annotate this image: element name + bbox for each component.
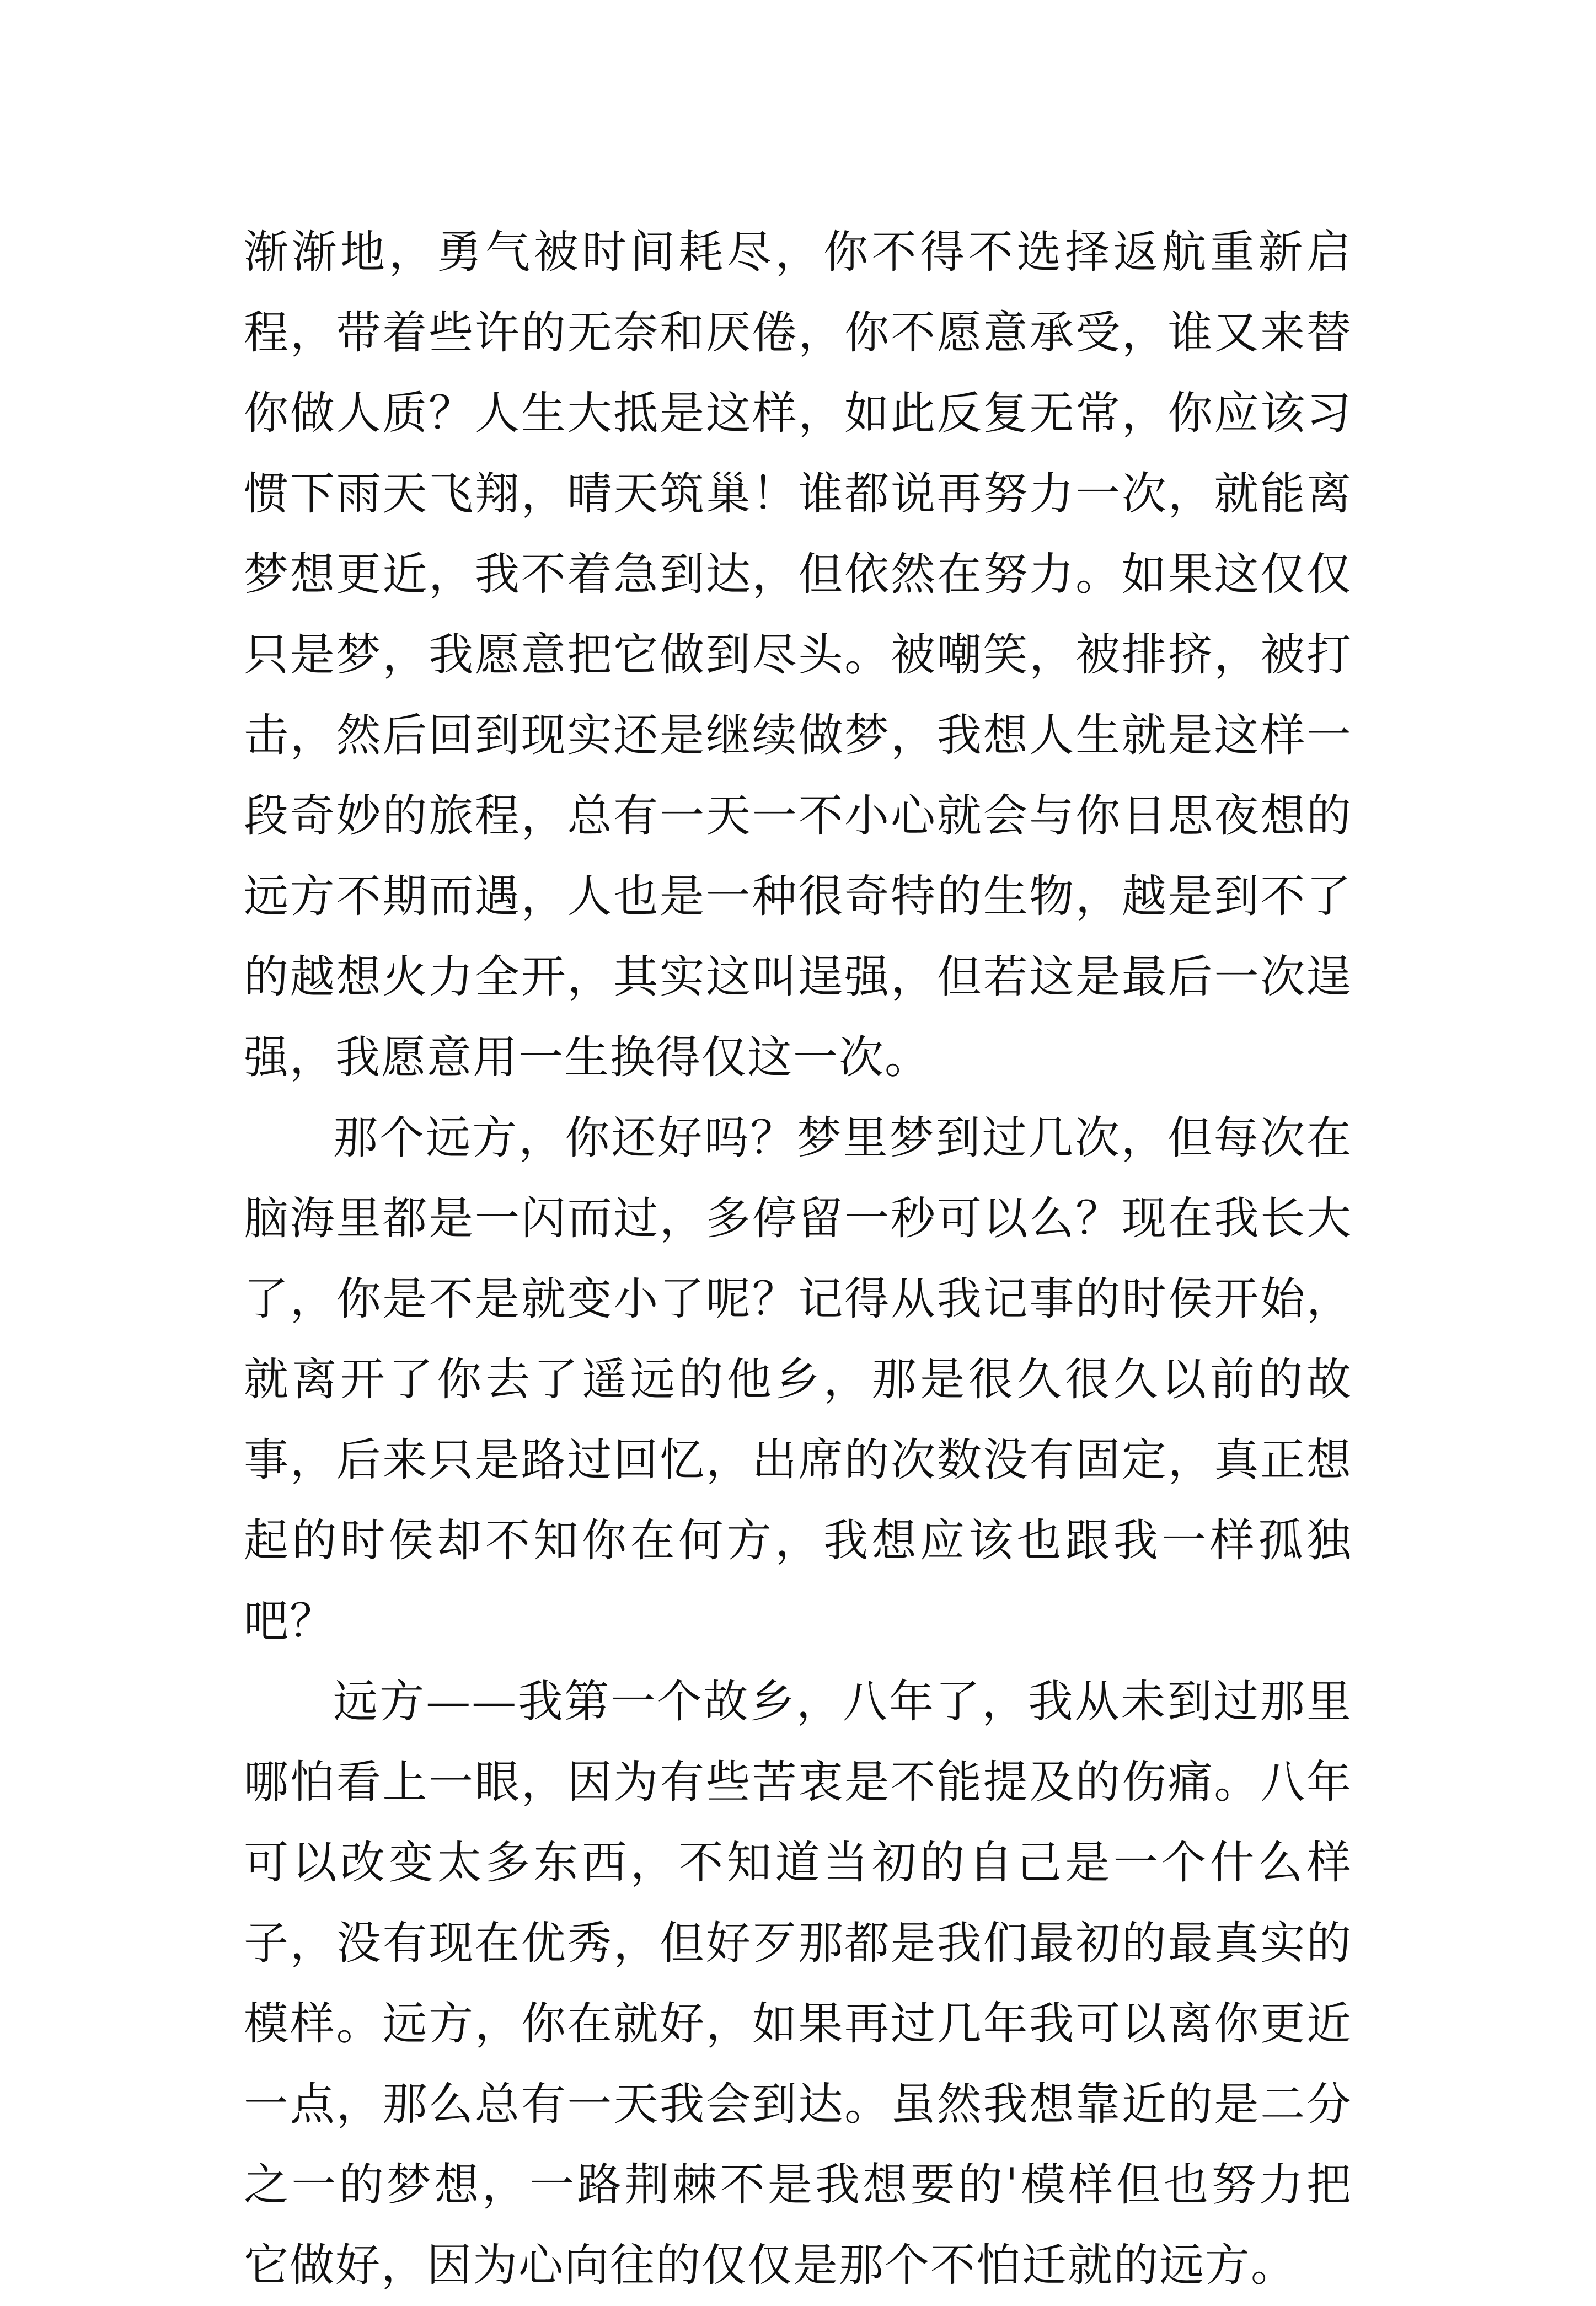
document-body [244, 212, 1352, 2306]
paragraph-2: 那个远方，你还好吗？梦里梦到过几次，但每次在脑海里都是一闪而过，多停留一秒可以么？现在我长大了，你是不是就变小了呢？记得从我记事的时侯开始，就离开了你去了遥远的他乡，那是很久很久以前的故事，后来只是路过回忆，出席的次数没有固定，真正想起的时侯却不知你在何方，我想应该也跟我一样孤独吧？ [244, 1112, 1352, 1647]
paragraph-3: 远方——我第一个故乡，八年了，我从未到过那里哪怕看上一眼，因为有些苦衷是不能提及的伤痛。八年可以改变太多东西，不知道当初的自己是一个什么样子，没有现在优秀，但好歹那都是我们最初的最真实的模样。远方，你在就好，如果再过几年我可以离你更近一点，那么总有一天我会到达。虽然我想靠近的是二分之一的梦想，一路荆棘不是我想要的'模样但也努力把它做好，因为心向往的仅仅是那个不怕迁就的远方。 [244, 1676, 1352, 2292]
paragraph-1: 渐渐地，勇气被时间耗尽，你不得不选择返航重新启程，带着些许的无奈和厌倦，你不愿意承受，谁又来替你做人质？人生大抵是这样，如此反复无常，你应该习惯下雨天飞翔，晴天筑巢！谁都说再努力一次，就能离梦想更近，我不着急到达，但依然在努力。如果这仅仅只是梦，我愿意把它做到尽头。被嘲笑，被排挤，被打击，然后回到现实还是继续做梦，我想人生就是这样一段奇妙的旅程，总有一天一不小心就会与你日思夜想的远方不期而遇，人也是一种很奇特的生物，越是到不了的越想火力全开，其实这叫逞强，但若这是最后一次逞强，我愿意用一生换得仅这一次。 [244, 227, 1352, 1084]
